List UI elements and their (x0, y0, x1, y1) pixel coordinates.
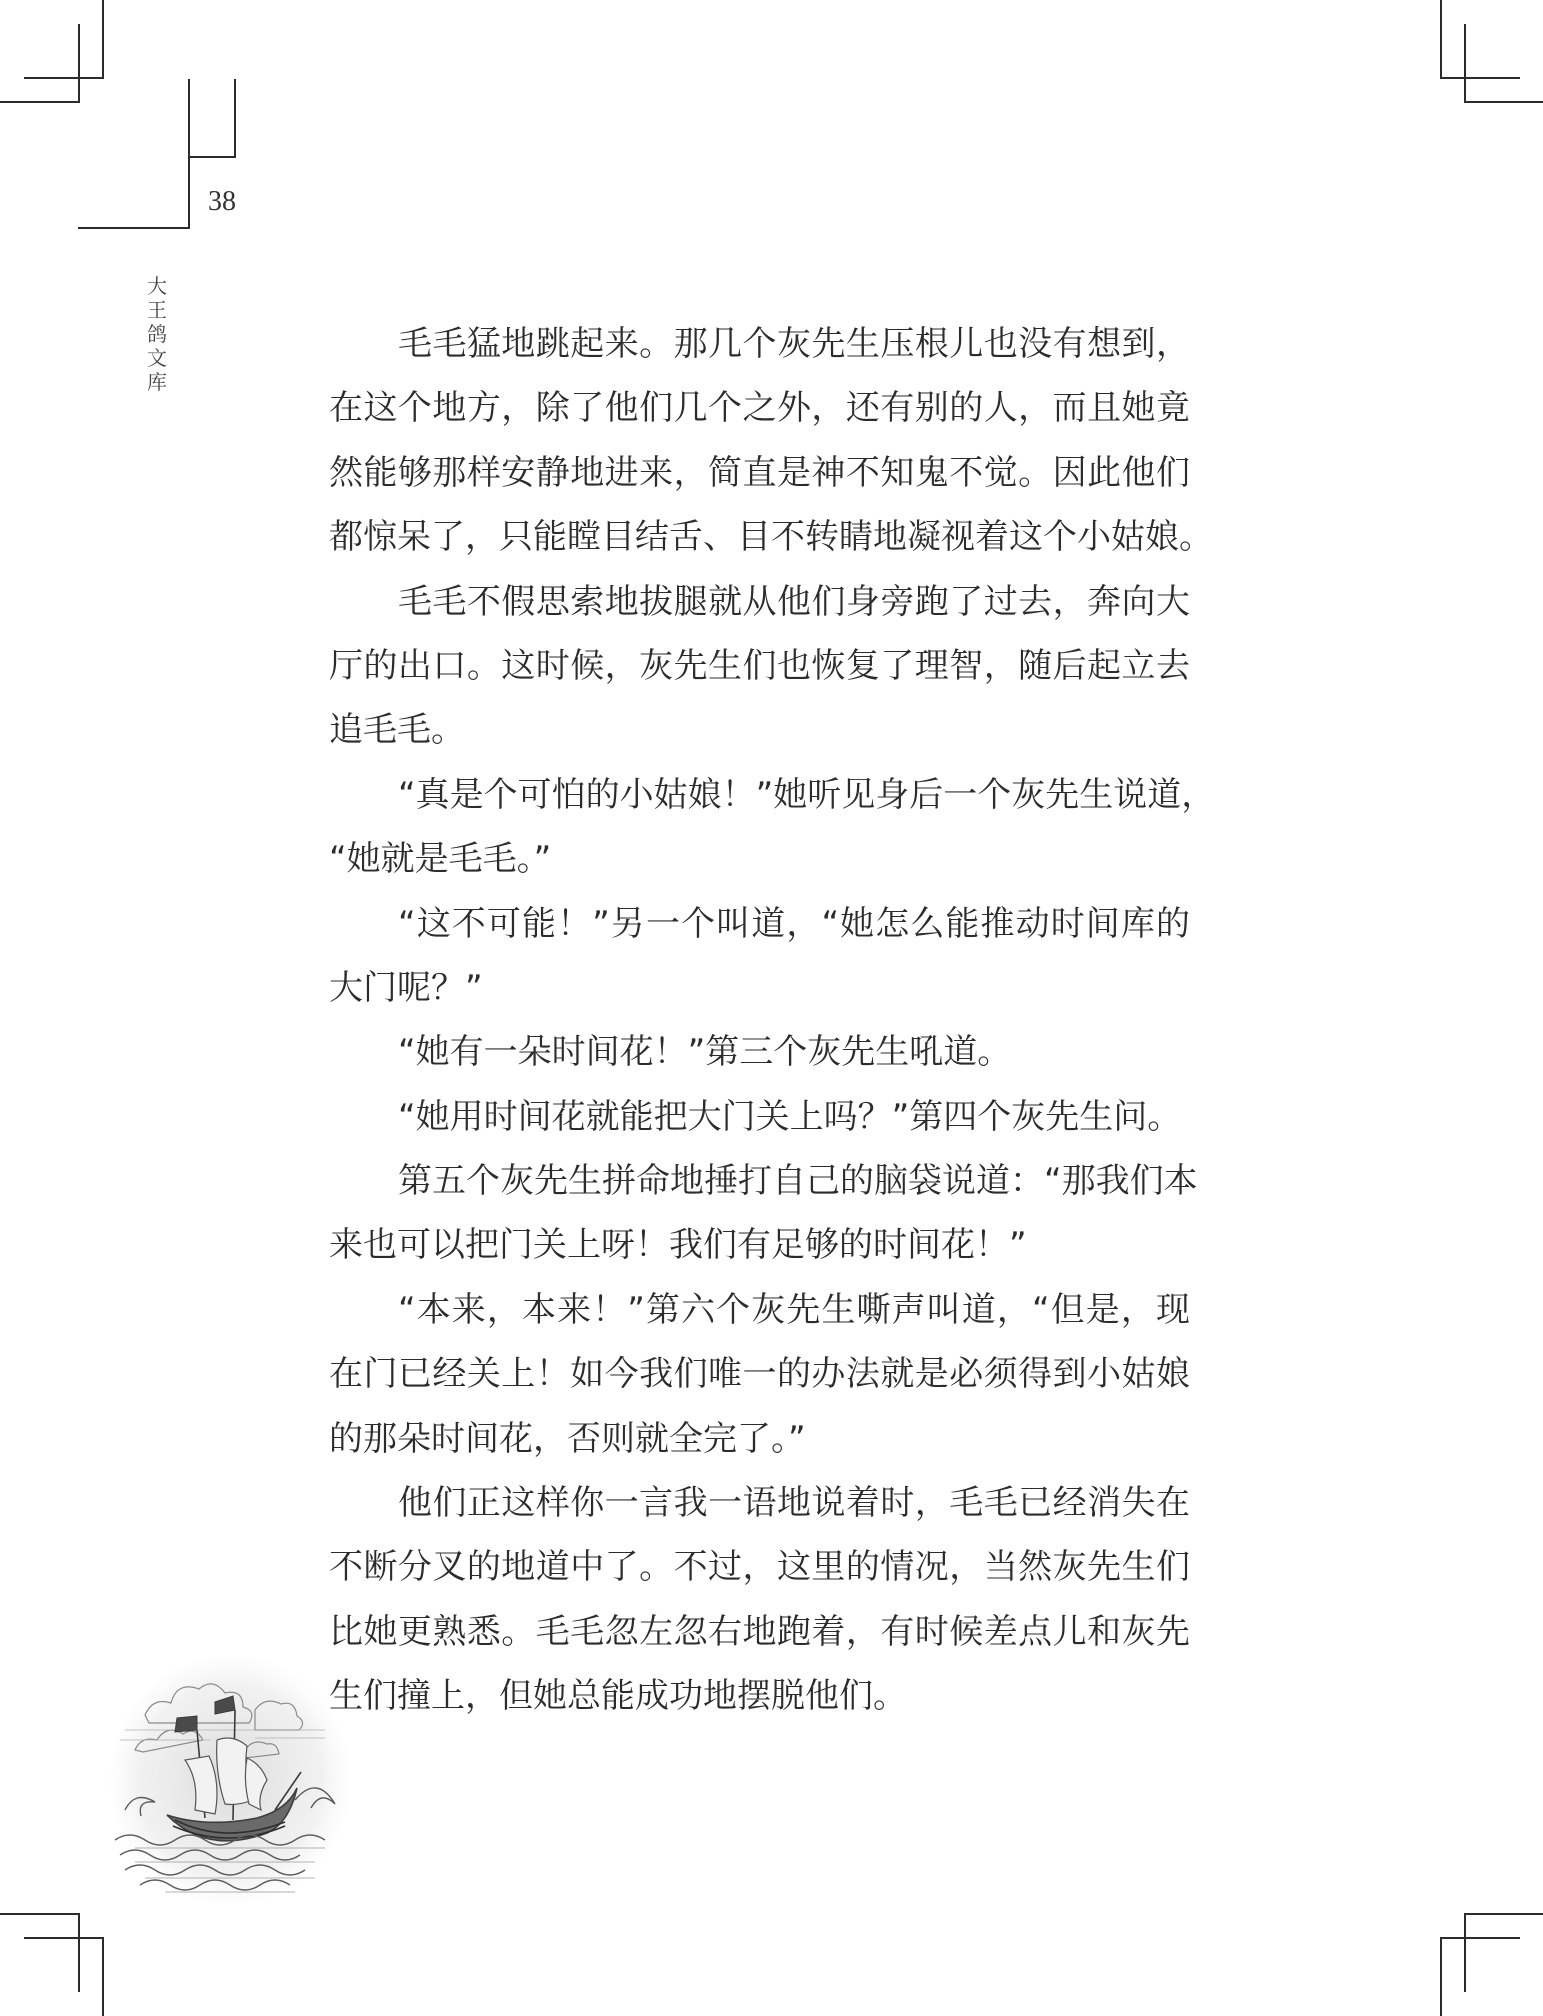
text-line: 来也可以把门关上呀！我们有足够的时间花！” (329, 1225, 1027, 1266)
sailing-ship-illustration (105, 1640, 355, 1910)
crop-mark-top-left-vertical-outer (102, 0, 104, 79)
crop-mark-bottom-left-vertical-inner (102, 1937, 104, 2016)
crop-mark-bottom-right-vertical-inner (1440, 1937, 1442, 2016)
sailing-ship-icon (105, 1640, 355, 1910)
text-line: 大门呢？” (329, 967, 483, 1008)
text-line: “她用时间花就能把大门关上吗？”第四个灰先生问。 (398, 1096, 1182, 1137)
text-line: 毛毛不假思索地拔腿就从他们身旁跑了过去，奔向大 (398, 581, 1190, 622)
text-line: “真是个可怕的小姑娘！”她听见身后一个灰先生说道， (398, 774, 1216, 815)
folio-rule-bottom-horizontal (78, 227, 190, 229)
text-line: “她就是毛毛。” (329, 839, 552, 880)
text-line: “这不可能！”另一个叫道，“她怎么能推动时间库的 (398, 903, 1190, 944)
page-number: 38 (208, 186, 236, 217)
text-line: 的那朵时间花，否则就全完了。” (329, 1418, 806, 1459)
folio-rule-long-vertical (188, 79, 190, 229)
text-line: 他们正这样你一言我一语地说着时，毛毛已经消失在 (398, 1483, 1190, 1524)
text-line: 追毛毛。 (329, 710, 465, 751)
text-line: 然能够那样安静地进来，简直是神不知鬼不觉。因此他们 (329, 452, 1190, 493)
text-line: 毛毛猛地跳起来。那几个灰先生压根儿也没有想到， (398, 324, 1190, 364)
crop-mark-top-left-vertical-inner (78, 24, 80, 103)
text-line: “她有一朵时间花！”第三个灰先生吼道。 (398, 1032, 1012, 1073)
text-line: 在门已经关上！如今我们唯一的办法就是必须得到小姑娘 (329, 1354, 1190, 1395)
text-line: 第五个灰先生拼命地捶打自己的脑袋说道：“那我们本 (398, 1161, 1198, 1202)
text-line: 不断分叉的地道中了。不过，这里的情况，当然灰先生们 (329, 1547, 1190, 1588)
text-line: 比她更熟悉。毛毛忽左忽右地跑着，有时候差点儿和灰先 (329, 1611, 1190, 1652)
crop-mark-bottom-left-vertical-outer (78, 1913, 80, 1992)
crop-mark-top-right-vertical-outer (1440, 0, 1442, 79)
text-line: 厅的出口。这时候，灰先生们也恢复了理智，随后起立去 (329, 645, 1190, 686)
crop-mark-bottom-right-horizontal-inner (1440, 1937, 1520, 1939)
crop-mark-top-left-horizontal-inner (0, 101, 80, 103)
text-line: 都惊呆了，只能瞠目结舌、目不转睛地凝视着这个小姑娘。 (329, 517, 1213, 558)
body-text (329, 312, 1216, 1729)
crop-mark-bottom-right-horizontal-outer (1464, 1913, 1543, 1915)
series-label (145, 274, 169, 394)
text-line: 生们撞上，但她总能成功地摆脱他们。 (329, 1676, 907, 1717)
series-label-char: 大 (147, 274, 167, 298)
text-line: 在这个地方，除了他们几个之外，还有别的人，而且她竟 (329, 388, 1190, 429)
series-label-char: 王 (147, 298, 167, 322)
series-label-char: 鸽 (147, 322, 167, 346)
crop-mark-bottom-right-vertical-outer (1464, 1913, 1466, 1992)
crop-mark-top-right-horizontal-inner (1464, 101, 1543, 103)
crop-mark-top-right-vertical-inner (1464, 24, 1466, 103)
text-line: “本来，本来！”第六个灰先生嘶声叫道，“但是，现 (398, 1289, 1190, 1330)
folio-rule-mid-horizontal (188, 156, 236, 158)
crop-mark-bottom-left-horizontal-inner (24, 1937, 104, 1939)
series-label-char: 库 (147, 370, 167, 394)
folio-rule-short-vertical (234, 79, 236, 158)
series-label-char: 文 (147, 346, 167, 370)
crop-mark-bottom-left-horizontal-outer (0, 1913, 80, 1915)
crop-mark-top-left-horizontal-outer (24, 77, 104, 79)
crop-mark-top-right-horizontal-outer (1440, 77, 1520, 79)
